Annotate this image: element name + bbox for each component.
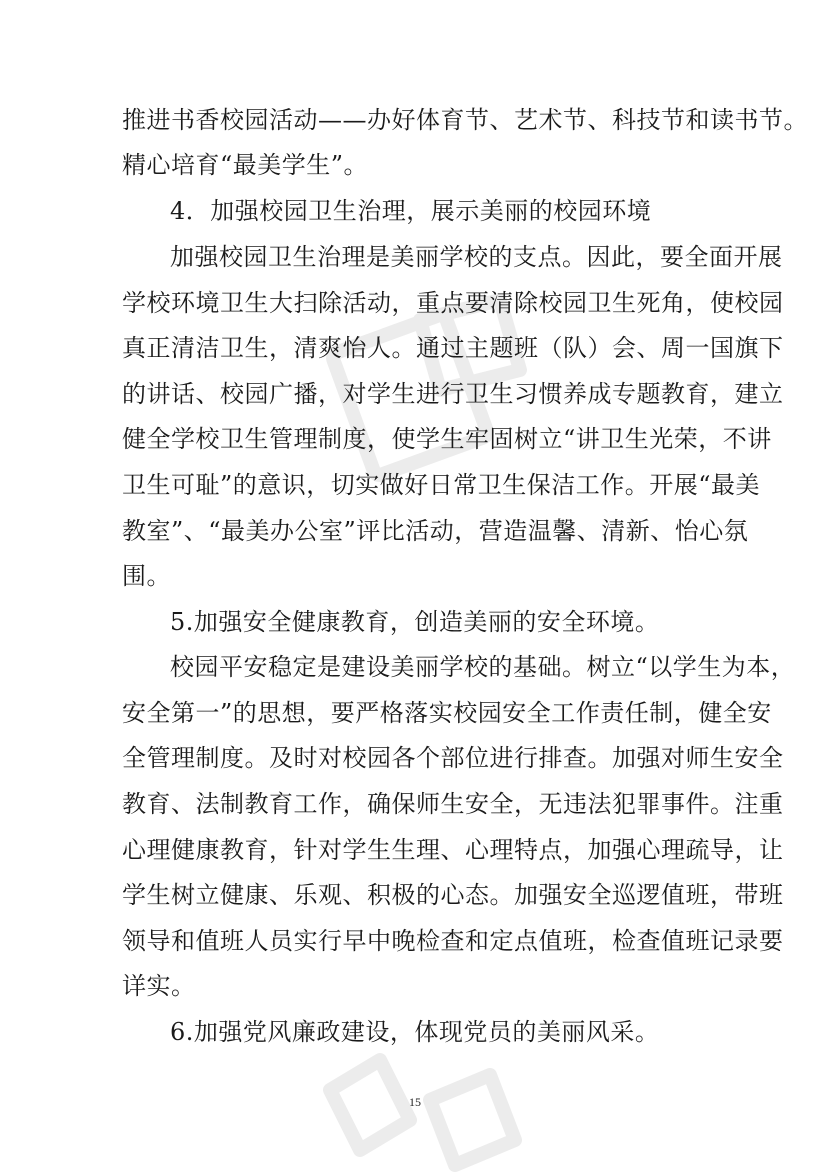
paragraph-line: 推进书香校园活动——办好体育节、艺术节、科技节和读书节。 bbox=[122, 106, 808, 134]
section-heading-5: 5.加强安全健康教育，创造美丽的安全环境。 bbox=[170, 608, 660, 636]
paragraph-line: 健全学校卫生管理制度，使学生牢固树立“讲卫生光荣，不讲 bbox=[122, 425, 772, 453]
paragraph-line: 加强校园卫生治理是美丽学校的支点。因此，要全面开展 bbox=[170, 243, 783, 271]
paragraph-line: 详实。 bbox=[122, 972, 196, 1000]
paragraph-line: 围。 bbox=[122, 562, 171, 590]
paragraph-line: 全管理制度。及时对校园各个部位进行排查。加强对师生安全 bbox=[122, 744, 784, 772]
paragraph-line: 的讲话、校园广播，对学生进行卫生习惯养成专题教育，建立 bbox=[122, 380, 784, 408]
page-number: 15 bbox=[409, 1095, 421, 1109]
paragraph-line: 教育、法制教育工作，确保师生安全，无违法犯罪事件。注重 bbox=[122, 790, 784, 818]
section-heading-4: 4．加强校园卫生治理，展示美丽的校园环境 bbox=[170, 197, 652, 225]
paragraph-line: 教室”、“最美办公室”评比活动，营造温馨、清新、怡心氛 bbox=[122, 517, 749, 545]
paragraph-line: 精心培育“最美学生”。 bbox=[122, 151, 369, 179]
section-heading-6: 6.加强党风廉政建设，体现党员的美丽风采。 bbox=[170, 1018, 660, 1046]
paragraph-line: 卫生可耻”的意识，切实做好日常卫生保洁工作。开展“最美 bbox=[122, 471, 761, 499]
paragraph-line: 领导和值班人员实行早中晚检查和定点值班，检查值班记录要 bbox=[122, 927, 784, 955]
paragraph-line: 学生树立健康、乐观、积极的心态。加强安全巡逻值班，带班 bbox=[122, 881, 784, 909]
paragraph-line: 心理健康教育，针对学生生理、心理特点，加强心理疏导，让 bbox=[122, 836, 784, 864]
paragraph-line: 校园平安稳定是建设美丽学校的基础。树立“以学生为本， bbox=[170, 653, 796, 681]
paragraph-line: 学校环境卫生大扫除活动，重点要清除校园卫生死角，使校园 bbox=[122, 289, 784, 317]
paragraph-line: 安全第一”的思想，要严格落实校园安全工作责任制，健全安 bbox=[122, 699, 772, 727]
paragraph-line: 真正清洁卫生，清爽怡人。通过主题班（队）会、周一国旗下 bbox=[122, 334, 784, 362]
